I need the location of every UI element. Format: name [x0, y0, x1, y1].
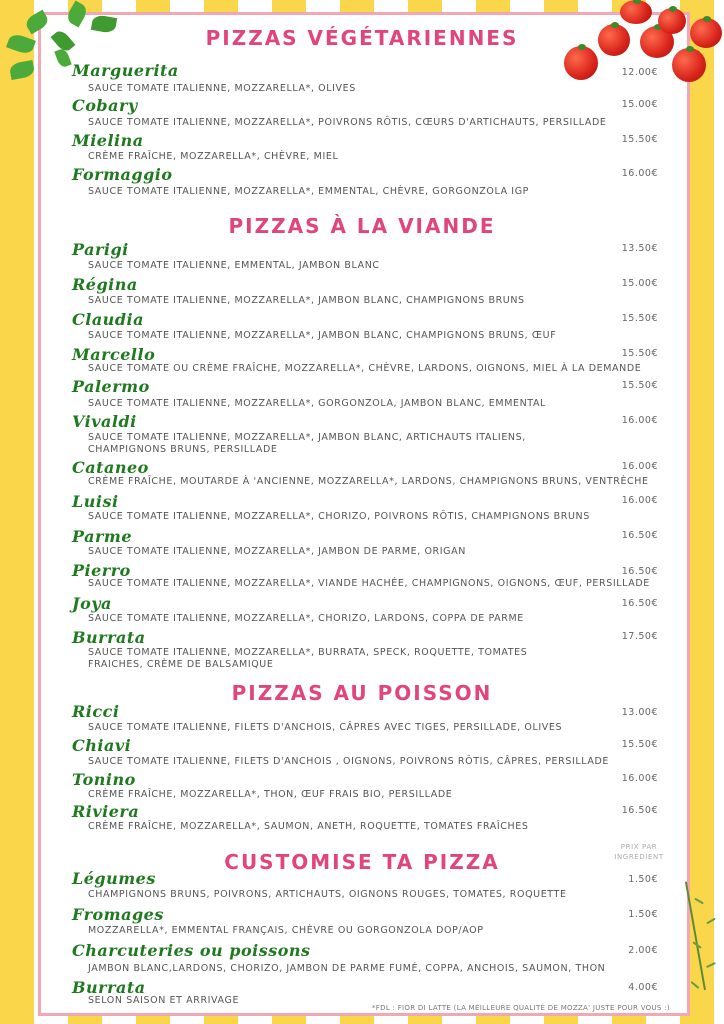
pizza-name: Palermo — [72, 377, 150, 396]
pizza-name: Marcello — [72, 345, 156, 364]
pizza-description: SAUCE TOMATE ITALIENNE, MOZZARELLA*, JAMBON BLANC, ARTICHAUTS ITALIENS, — [88, 432, 526, 443]
pizza-description: SAUCE TOMATE ITALIENNE, MOZZARELLA*, JAMBON DE PARME, ORIGAN — [88, 546, 466, 557]
pizza-price: 16.50€ — [621, 598, 658, 609]
ingredient-price: 4.00€ — [628, 982, 658, 993]
pizza-description: SAUCE TOMATE ITALIENNE, MOZZARELLA*, JAMBON BLANC, CHAMPIGNONS BRUNS, ŒUF — [88, 330, 557, 341]
pizza-price: 16.00€ — [621, 461, 658, 472]
pizza-name: Pierro — [72, 561, 131, 580]
pizza-description: SAUCE TOMATE ITALIENNE, MOZZARELLA*, EMMENTAL, CHÈVRE, GORGONZOLA IGP — [88, 186, 529, 197]
ingredient-description: MOZZARELLA*, EMMENTAL FRANÇAIS, CHÈVRE OU GORGONZOLA DOP/AOP — [88, 925, 484, 936]
pizza-description-line2: FRAICHES, CRÈME DE BALSAMIQUE — [88, 659, 274, 670]
ingredient-name: Légumes — [72, 869, 156, 888]
pizza-price: 13.00€ — [621, 707, 658, 718]
tomato-icon — [620, 0, 652, 24]
tomato-icon — [564, 46, 598, 80]
pizza-price: 16.00€ — [621, 773, 658, 784]
pizza-price: 16.00€ — [621, 415, 658, 426]
pizza-name: Tonino — [72, 770, 136, 789]
footnote: *FDL : FIOR DI LATTE (LA MEILLEURE QUALITÉ DE MOZZA' JUSTE POUR VOUS :) — [372, 1004, 670, 1012]
pizza-name: Claudia — [72, 310, 144, 329]
pizza-description: SAUCE TOMATE ITALIENNE, MOZZARELLA*, BURRATA, SPECK, ROQUETTE, TOMATES — [88, 647, 528, 658]
pizza-description: SAUCE TOMATE ITALIENNE, MOZZARELLA*, GORGONZOLA, JAMBON BLANC, EMMENTAL — [88, 398, 546, 409]
pizza-price: 15.00€ — [621, 99, 658, 110]
pizza-description: SAUCE TOMATE ITALIENNE, MOZZARELLA*, JAMBON BLANC, CHAMPIGNONS BRUNS — [88, 295, 525, 306]
pizza-name: Vivaldi — [72, 412, 137, 431]
rosemary-needle-icon — [706, 962, 716, 968]
pizza-description: SAUCE TOMATE ITALIENNE, MOZZARELLA*, OLIVES — [88, 83, 356, 94]
pizza-name: Burrata — [72, 628, 146, 647]
pizza-name: Mielina — [72, 131, 144, 150]
note-line1: PRIX PAR — [620, 843, 658, 851]
pizza-description: SAUCE TOMATE ITALIENNE, FILETS D'ANCHOIS, CÂPRES AVEC TIGES, PERSILLADE, OLIVES — [88, 722, 563, 733]
section-title-vegetarian: PIZZAS VÉGÉTARIENNES — [205, 26, 519, 50]
ingredient-description: JAMBON BLANC,LARDONS, CHORIZO, JAMBON DE PARME FUMÉ, COPPA, ANCHOIS, SAUMON, THON — [88, 963, 606, 974]
pizza-description-line2: CHAMPIGNONS BRUNS, PERSILLADE — [88, 444, 278, 455]
rosemary-needle-icon — [691, 981, 700, 989]
tomato-icon — [672, 48, 706, 82]
pizza-description: SAUCE TOMATE ITALIENNE, MOZZARELLA*, VIANDE HACHÉE, CHAMPIGNONS, OIGNONS, ŒUF, PERSILLADE — [88, 578, 650, 589]
rosemary-needle-icon — [706, 918, 716, 925]
section-title-meat: PIZZAS À LA VIANDE — [228, 214, 496, 238]
pizza-description: SAUCE TOMATE ITALIENNE, MOZZARELLA*, CHORIZO, LARDONS, COPPA DE PARME — [88, 613, 524, 624]
ingredient-name: Burrata — [72, 978, 146, 997]
pizza-price: 15.50€ — [621, 380, 658, 391]
pizza-price: 12.00€ — [621, 67, 658, 78]
pizza-description: CRÈME FRAÎCHE, MOZZARELLA*, SAUMON, ANETH, ROQUETTE, TOMATES FRAÎCHES — [88, 821, 529, 832]
pizza-price: 16.00€ — [621, 168, 658, 179]
ingredient-price: 1.50€ — [628, 874, 658, 885]
price-per-ingredient-note — [604, 842, 674, 862]
pizza-description: SAUCE TOMATE ITALIENNE, FILETS D'ANCHOIS , OIGNONS, POIVRONS RÔTIS, CÂPRES, PERSILLADE — [88, 756, 610, 767]
pizza-name: Joya — [72, 594, 112, 613]
ingredient-name: Charcuteries ou poissons — [72, 941, 311, 960]
pizza-name: Marguerita — [72, 61, 179, 80]
pizza-price: 15.50€ — [621, 348, 658, 359]
pizza-description: CRÈME FRAÎCHE, MOZZARELLA*, CHÈVRE, MIEL — [88, 151, 339, 162]
pizza-name: Formaggio — [72, 165, 173, 184]
ingredient-description: SELON SAISON ET ARRIVAGE — [88, 995, 240, 1006]
pizza-description: CRÈME FRAÎCHE, MOZZARELLA*, THON, ŒUF FRAIS BIO, PERSILLADE — [88, 789, 453, 800]
pizza-price: 15.50€ — [621, 313, 658, 324]
pizza-price: 13.50€ — [621, 243, 658, 254]
pizza-description: SAUCE TOMATE OU CRÈME FRAÎCHE, MOZZARELLA*, CHÈVRE, LARDONS, OIGNONS, MIEL À LA DEMANDE — [88, 363, 642, 374]
pizza-price: 17.50€ — [621, 631, 658, 642]
pizza-name: Parigi — [72, 240, 129, 259]
pizza-name: Parme — [72, 527, 133, 546]
pizza-name: Chiavi — [72, 736, 132, 755]
ingredient-price: 1.50€ — [628, 909, 658, 920]
pizza-price: 15.50€ — [621, 134, 658, 145]
pizza-price: 16.50€ — [621, 530, 658, 541]
rosemary-needle-icon — [694, 898, 704, 905]
ingredient-price: 2.00€ — [628, 945, 658, 956]
pizza-description: CRÈME FRAÎCHE, MOUTARDE À 'ANCIENNE, MOZZARELLA*, LARDONS, CHAMPIGNONS BRUNS, VENTRÈCHE — [88, 476, 649, 487]
section-title-fish: PIZZAS AU POISSON — [231, 681, 493, 705]
pizza-price: 15.50€ — [621, 739, 658, 750]
ingredient-name: Fromages — [72, 905, 164, 924]
pizza-price: 15.00€ — [621, 278, 658, 289]
pizza-price: 16.50€ — [621, 566, 658, 577]
pizza-price: 16.50€ — [621, 805, 658, 816]
pizza-description: SAUCE TOMATE ITALIENNE, EMMENTAL, JAMBON BLANC — [88, 260, 380, 271]
note-line2: INGRÉDIENT — [614, 853, 664, 861]
pizza-description: SAUCE TOMATE ITALIENNE, MOZZARELLA*, CHORIZO, POIVRONS RÔTIS, CHAMPIGNONS BRUNS — [88, 511, 590, 522]
pizza-name: Luisi — [72, 492, 119, 511]
basil-leaf-icon — [9, 60, 35, 80]
pizza-name: Régina — [72, 275, 138, 294]
pizza-name: Riviera — [72, 802, 140, 821]
section-title-custom: CUSTOMISE TA PIZZA — [224, 850, 500, 874]
ingredient-description: CHAMPIGNONS BRUNS, POIVRONS, ARTICHAUTS, OIGNONS ROUGES, TOMATES, ROQUETTE — [88, 889, 567, 900]
pizza-name: Cobary — [72, 96, 138, 115]
pizza-description: SAUCE TOMATE ITALIENNE, MOZZARELLA*, POIVRONS RÔTIS, CŒURS D'ARTICHAUTS, PERSILLADE — [88, 117, 607, 128]
pizza-name: Cataneo — [72, 458, 149, 477]
pizza-name: Ricci — [72, 702, 120, 721]
pizza-price: 16.00€ — [621, 495, 658, 506]
